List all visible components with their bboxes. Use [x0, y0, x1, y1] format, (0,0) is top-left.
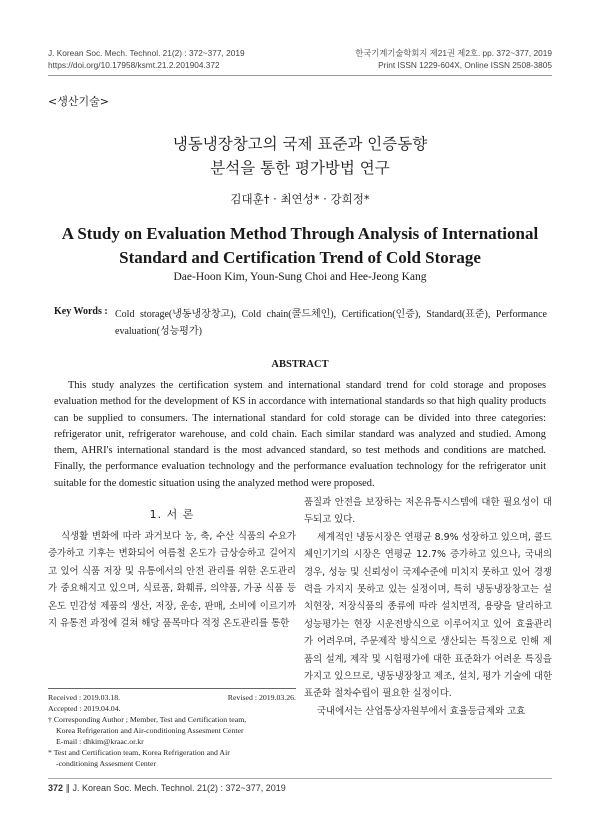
footnotes: [48, 692, 296, 769]
issn-line: Print ISSN 1229-604X, Online ISSN 2508-3805: [378, 59, 552, 70]
english-authors: Dae-Hoon Kim, Youn-Sung Choi and Hee-Jeong Kang: [173, 271, 427, 283]
english-title-line2: Standard and Certification Trend of Cold Storage: [119, 248, 481, 267]
footer-divider: [48, 778, 552, 779]
coauthor-affiliation-cont: -conditioning Assesment Center: [56, 759, 157, 768]
intro-paragraph-1-cont: 품질과 안전을 보장하는 저온유통시스템에 대한 필요성이 대두되고 있다.: [304, 497, 552, 526]
korean-title: [0, 132, 600, 180]
intro-paragraph-2: 세계적인 냉동시장은 연평균 8.9% 성장하고 있으며, 콜드체인기기의 시장은 연평균 12.7% 증가하고 있으나, 국내의 경우, 성능 및 신뢰성이 국제수준에 미치지 못하고 있어 경쟁력을 가지지 못하고 있는 실정이며, 특히 냉동냉장창고는 설치현장, 저장식품의 종류에 따라 설치면적, 용량을 달리하고 성능평가는 현장 시운전방식으로 이루어지고 있어 효율관리가 어려우며, 주문제작 방식으로 생산되는 특징으로 인해 제품의 설계, 제작 및 시험평가에 대한 표준화가 어려운 특징을 가지고 있으므로, 냉동냉장창고 제조, 설치, 평가 기술에 대한 표준화 절차수립이 필요한 실정이다.: [304, 531, 552, 700]
keywords-label: Key Words :: [54, 306, 108, 317]
dates-row: [48, 692, 296, 703]
korean-authors: 김대훈† · 최연성* · 강희정*: [230, 192, 370, 206]
section-tag: <생산기술>: [48, 95, 109, 108]
english-title: [0, 222, 600, 270]
abstract-text: This study analyzes the certification system and international standard trend for cold storage and proposes evaluation method for the development of KS in accordance with international standards so that high quality products can be supplied to consumers. The international standard for cold storage can be divided into three categories: refrigerator unit, refrigerator warehouse, and cold chain. Each similar standard was analyzed and studied. Among them, AHRI's international standard is the most advanced standard, so test methods and conditions are matched. Finally, the performance evaluation technology and the performance evaluation technology for the refrigerator unit suitable for the domestic situation using the analyzed method were proposed.: [54, 380, 546, 489]
left-column: [48, 528, 296, 632]
doi-link[interactable]: https://doi.org/10.17958/ksmt.21.2.201904.372: [48, 59, 220, 70]
coauthor-affiliation: * Test and Certification team, Korea Refrigeration and Air: [48, 748, 230, 757]
keywords-text: Cold storage(냉동냉장창고), Cold chain(콜드체인), Certification(인증), Standard(표준), Performance evaluation(성능평가): [115, 309, 547, 337]
revised-date: Revised : 2019.03.26.: [227, 693, 296, 702]
korean-title-line1: 냉동냉장창고의 국제 표준과 인증동향: [172, 135, 428, 153]
journal-citation: J. Korean Soc. Mech. Technol. 21(2) : 372~377, 2019: [48, 48, 245, 58]
running-header-left: [48, 48, 245, 71]
footnote-divider: [48, 688, 296, 689]
corresponding-author: † Corresponding Author ; Member, Test and Certification team,: [48, 715, 247, 724]
english-title-line1: A Study on Evaluation Method Through Analysis of International: [61, 224, 539, 243]
journal-citation-korean: 한국기계기술학회지 제21권 제2호. pp. 372~377, 2019: [355, 48, 552, 58]
running-header-right: [355, 48, 552, 71]
corresponding-affiliation: Korea Refrigeration and Air-conditioning Assesment Center: [56, 726, 244, 735]
abstract-heading: ABSTRACT: [271, 359, 329, 370]
intro-paragraph-3: 국내에서는 산업통상자원부에서 효율등급제와 고효: [317, 705, 526, 717]
introduction-heading: 1. 서 론: [149, 508, 195, 521]
page-footer: [48, 783, 286, 794]
right-column: [304, 494, 552, 720]
page-number: 372: [48, 783, 64, 793]
accepted-date: Accepted : 2019.04.04.: [48, 704, 121, 713]
header-divider: [48, 75, 552, 76]
corresponding-email[interactable]: E-mail : dhkim@kraac.or.kr: [56, 737, 144, 746]
footer-journal: ∥ J. Korean Soc. Mech. Technol. 21(2) : 372~377, 2019: [65, 783, 286, 793]
korean-title-line2: 분석을 통한 평가방법 연구: [210, 159, 390, 177]
intro-paragraph-1: 식생활 변화에 따라 과거보다 농, 축, 수산 식품의 수요가 증가하고 기후는 변화되어 여름철 온도가 급상승하고 길어지고 있어 식품 저장 및 유통에서의 안전 관리를 위한 온도관리가 중요해지고 있으며, 식료품, 화훼류, 의약품, 가공 식품 등 온도 민감성 제품의 생산, 저장, 운송, 판매, 소비에 이르기까지 유통전 과정에 걸쳐 해당 품목마다 적정 온도관리를 통한: [48, 531, 296, 630]
received-date: Received : 2019.03.18.: [48, 693, 121, 702]
